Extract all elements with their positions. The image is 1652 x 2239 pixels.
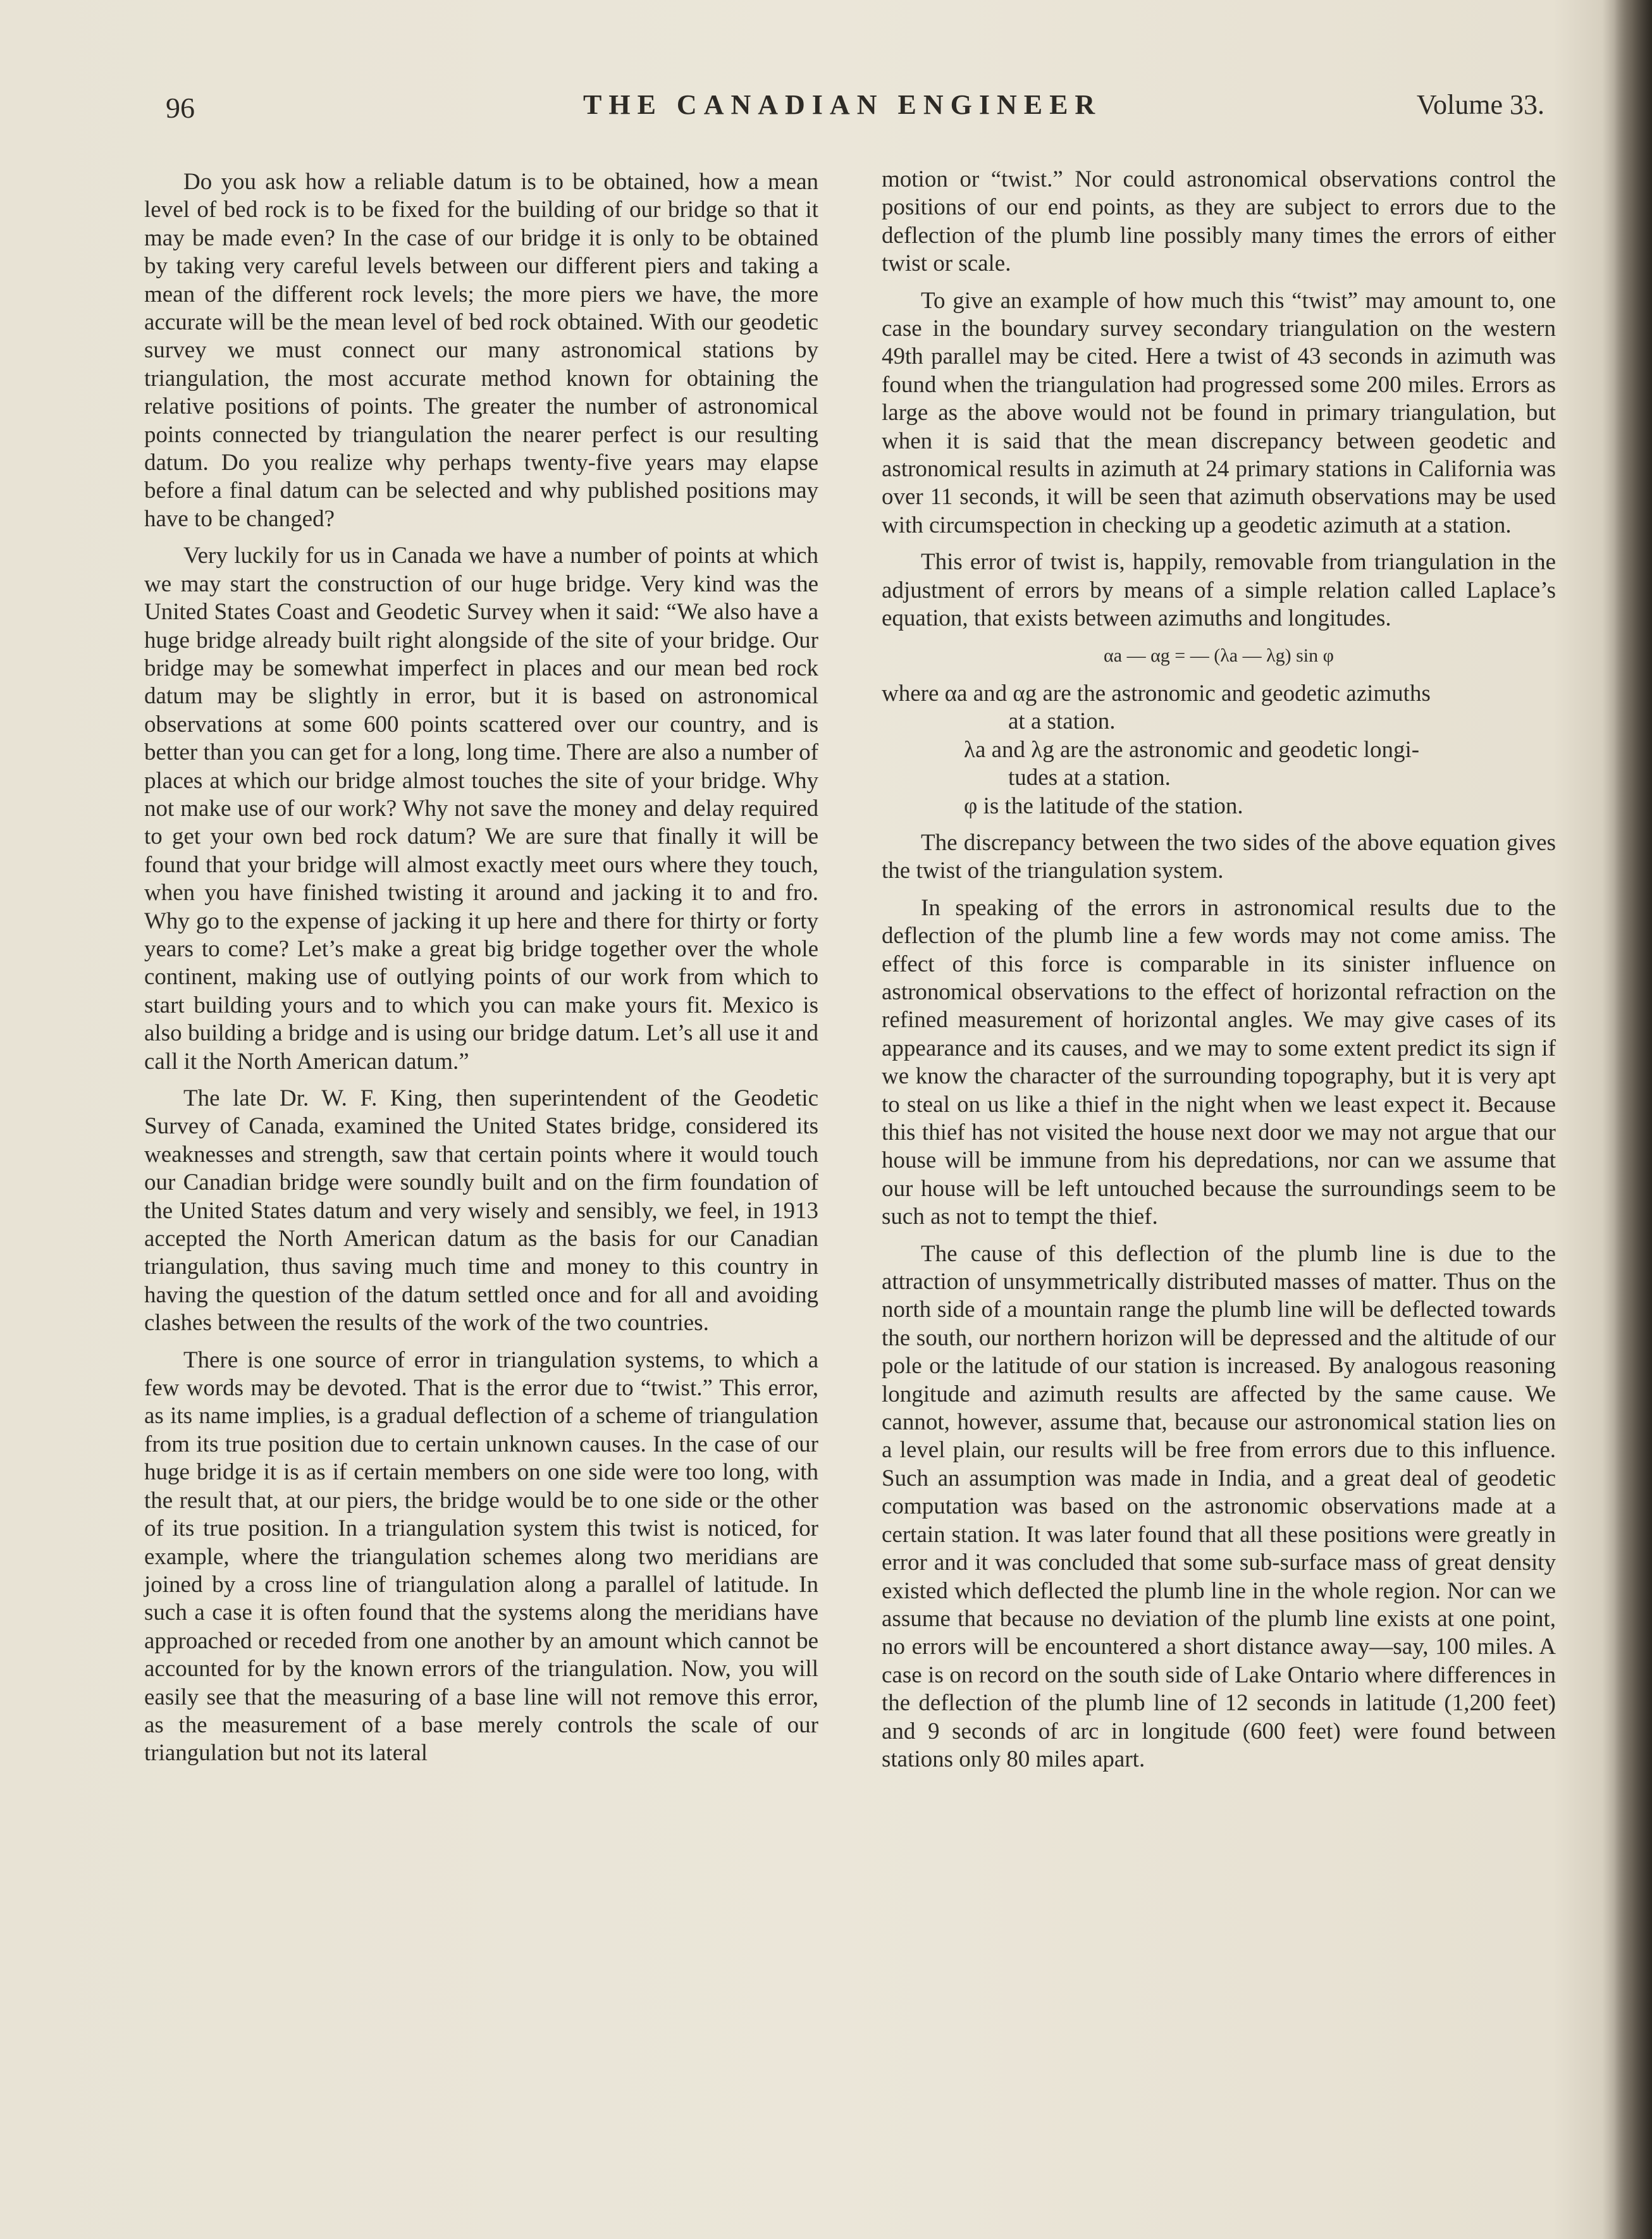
definition-line xyxy=(882,680,1556,736)
page-number: 96 xyxy=(166,92,195,124)
running-header xyxy=(166,87,1544,132)
definition-line xyxy=(882,736,1556,793)
definition-lead: where αa and αg are the astronomic and geodetic azimuths xyxy=(882,680,1431,706)
journal-title: THE CANADIAN ENGINEER xyxy=(583,89,1102,120)
equation-definitions xyxy=(882,680,1556,820)
paragraph: The late Dr. W. F. King, then superintendent of the Geodetic Survey of Canada, examined the United States bridge, considered its weaknesses and strength, saw that certain points where it would touch our Canadian bridge were soundly built and on the firm foundation of the United States datum and very wisely and sensibly, we feel, in 1913 accepted the North American datum as the basis for our Canadian triangulation, thus saving much time and money to this country in having the question of the datum settled once and for all and avoiding clashes between the results of the work of the two countries. xyxy=(144,1085,818,1336)
paragraph: This error of twist is, happily, removable from triangulation in the adjustment of errors by means of a simple relation called Laplace’s equation, that exists between azimuths and longitudes. xyxy=(882,549,1556,632)
paragraph: Do you ask how a reliable datum is to be obtained, how a mean level of bed rock is to be fixed for the building of our bridge so that it may be made even? In the case of our bridge it is only to be obtained by taking very careful levels between our different piers and taking a mean of the different rock levels; the more piers we have, the more accurate will be the mean level of bed rock obtained. With our geodetic survey we must connect our many astronomical stations by triangulation, the most accurate method known for obtaining the relative positions of points. The greater the number of astronomical points connected by triangulation the nearer perfect is our resulting datum. Do you realize why perhaps twenty-five years may elapse before a final datum can be selected and why published positions may have to be changed? xyxy=(144,169,818,532)
volume-label: Volume 33. xyxy=(1416,89,1544,120)
paragraph: In speaking of the errors in astronomical results due to the deflection of the plumb line a few words may not come amiss. The effect of this force is comparable in its sinister influence on astronomical observations to the effect of horizontal refraction on the refined measurement of horizontal angles. We may give cases of its appearance and its causes, and we may to some extent predict its sign if we know the character of the surrounding topography, but it is very apt to steal on us like a thief in the night when we least expect it. Because this thief has not visited the house next door we may not argue that our house will be immune from his depredations, nor can we assume that our house will be left untouched because the surroundings seem to be such as not to tempt the thief. xyxy=(882,894,1556,1230)
paragraph: To give an example of how much this “twist” may amount to, one case in the boundary survey secondary triangulation on the western 49th parallel may be cited. Here a twist of 43 seconds in azimuth was found when the triangulation had progressed some 200 miles. Errors as large as the above would not be found in primary triangulation, but when it is said that the mean discrepancy between geodetic and astronomical results in azimuth at 24 primary stations in California was over 11 seconds, it will be seen that azimuth observations may be used with circumspection in checking up a geodetic azimuth at a station. xyxy=(882,287,1556,538)
left-column xyxy=(144,168,818,1777)
definition-lead: φ is the latitude of the station. xyxy=(964,793,1243,819)
paragraph: The discrepancy between the two sides of the above equation gives the twist of the triangulation system. xyxy=(882,829,1556,884)
definition-continuation: tudes at a station. xyxy=(1008,765,1171,791)
definition-lead: λa and λg are the astronomic and geodetic longi- xyxy=(964,736,1420,763)
paragraph: There is one source of error in triangulation systems, to which a few words may be devoted. That is the error due to “twist.” This error, as its name implies, is a gradual deflection of a scheme of triangulation from its true position due to certain unknown causes. In the case of our huge bridge it is as if certain members on one side were too long, with the result that, at our piers, the bridge would be to one side or the other of its true position. In a triangulation system this twist is noticed, for example, where the triangulation schemes along two meridians are joined by a cross line of triangulation along a parallel of latitude. In such a case it is often found that the systems along the meridians have approached or receded from one another by an amount which cannot be accounted for by the known errors of the triangulation. Now, you will easily see that the measuring of a base line will not remove this error, as the measurement of a base merely controls the scale of our triangulation but not its lateral xyxy=(144,1347,818,1767)
paragraph-continuation: motion or “twist.” Nor could astronomical observations control the positions of our end points, as they are subject to errors due to the deflection of the plumb line possibly many times the errors of either twist or scale. xyxy=(882,166,1556,277)
paragraph: Very luckily for us in Canada we have a number of points at which we may start the construction of our huge bridge. Very kind was the United States Coast and Geodetic Survey when it said: “We also have a huge bridge already built right alongside of the site of your bridge. Our bridge may be somewhat imperfect in places and our mean bed rock datum may be slightly in error, but it is based on astronomical observations at some 600 points scattered over our country, and is better than you can get for a long, long time. There are also a number of places at which our bridge almost touches the site of your bridge. Why not make use of our work? Why not save the money and delay required to get your own bed rock datum? We are sure that finally it will be found that your bridge will almost exactly meet ours where they touch, when you have finished twisting it around and jacking it to and fro. Why go to the expense of jacking it up here and there for thirty or forty years to come? Let’s make a great big bridge together over the whole continent, making use of outlying points of our work from which to start building yours and to which you can make yours fit. Mexico is also building a bridge and is using our bridge datum. Let’s all use it and call it the North American datum.” xyxy=(144,543,818,1075)
paragraph: The cause of this deflection of the plumb line is due to the attraction of unsymmetrically distributed masses of matter. Thus on the north side of a mountain range the plumb line will be deflected towards the south, our northern horizon will be depressed and the altitude of our pole or the latitude of our station is increased. By analogous reasoning longitude and azimuth results are affected by the same cause. We cannot, however, assume that, because our astronomical station lies on a level plain, our results will be free from errors due to this influence. Such an assumption was made in India, and a great deal of geodetic computation was based on the astronomic observations made at a certain station. It was later found that all these positions were greatly in error and it was concluded that some sub-surface mass of great density existed which deflected the plumb line in the whole region. Nor can we assume that because no deviation of the plumb line exists at one point, no errors will be encountered a short distance away—say, 100 miles. A case is on record on the south side of Lake Ontario where differences in the deflection of the plumb line of 12 seconds in latitude (1,200 feet) and 9 seconds of arc in longitude (600 feet) were found between stations only 80 miles apart. xyxy=(882,1240,1556,1772)
laplace-equation: αa — αg = — (λa — λg) sin φ xyxy=(1104,645,1334,666)
right-column xyxy=(882,166,1556,1782)
definition-continuation: at a station. xyxy=(1008,708,1116,735)
definition-line xyxy=(882,793,1556,820)
book-spine-shadow xyxy=(1614,0,1652,2239)
